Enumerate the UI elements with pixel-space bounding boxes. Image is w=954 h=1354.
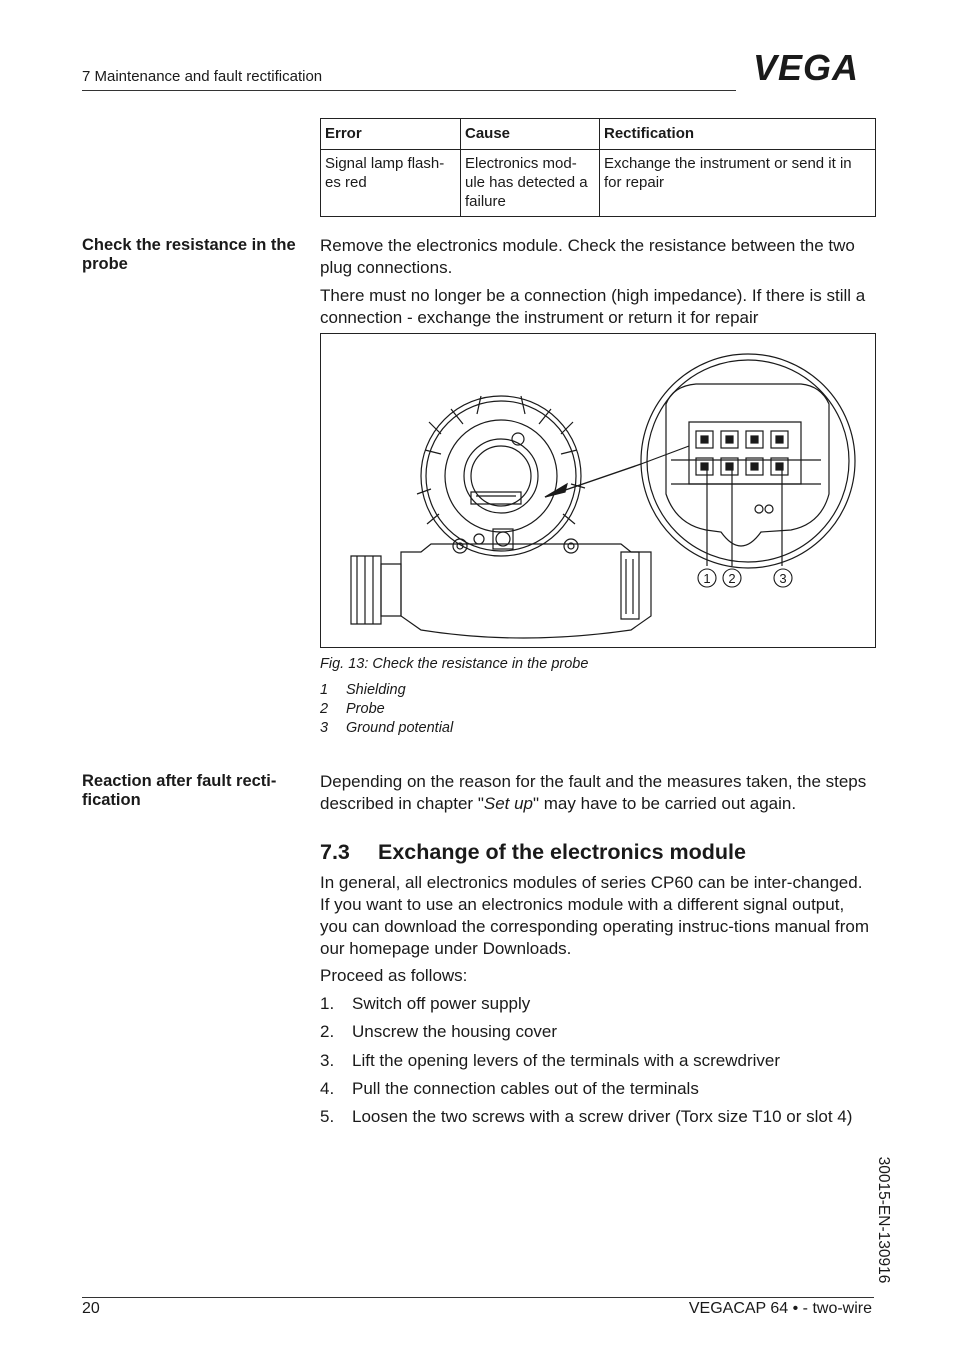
side-heading-reaction: Reaction after fault recti-fication bbox=[82, 772, 277, 809]
error-table bbox=[320, 118, 876, 217]
figure-caption: Fig. 13: Check the resistance in the probe bbox=[320, 656, 589, 672]
check-resistance-para-1: Remove the electronics module. Check the resistance between the two plug connections. bbox=[320, 236, 855, 277]
legend-label: Ground potential bbox=[346, 720, 454, 736]
legend-num: 3 bbox=[320, 720, 329, 736]
callout-1: 1 bbox=[703, 571, 711, 586]
page-number: 20 bbox=[82, 1300, 100, 1317]
legend-item bbox=[320, 682, 406, 698]
check-resistance-para-2: There must no longer be a connection (high impedance). If there is still a connection - exchange the instrument or return it for repair bbox=[320, 286, 866, 327]
document-code: 30015-EN-130916 bbox=[875, 1156, 892, 1284]
legend-num: 2 bbox=[320, 701, 329, 717]
probe-drawing bbox=[321, 334, 875, 647]
col-header-error: Error bbox=[321, 119, 461, 150]
reaction-para: Depending on the reason for the fault and the measures taken, the steps described in chapter "Set up" may have to be carried out again. bbox=[320, 772, 867, 813]
list-item: 4. Pull the connection cables out of the terminals bbox=[320, 1079, 699, 1098]
running-header: 7 Maintenance and fault rectification bbox=[82, 68, 323, 85]
list-item: 2. Unscrew the housing cover bbox=[320, 1022, 558, 1041]
legend-num: 1 bbox=[320, 682, 329, 698]
vega-logo bbox=[740, 52, 872, 82]
housing-drawing bbox=[351, 396, 651, 638]
callout-3: 3 bbox=[779, 571, 787, 586]
list-item: 1. Switch off power supply bbox=[320, 994, 531, 1013]
chapter-ref: Set up bbox=[483, 794, 534, 813]
proceed-text: Proceed as follows: bbox=[320, 966, 468, 985]
list-item: 3. Lift the opening levers of the terminals with a screwdriver bbox=[320, 1051, 781, 1070]
legend-label: Shielding bbox=[346, 682, 406, 698]
figure-probe-resistance bbox=[320, 333, 876, 648]
section-intro: In general, all electronics modules of series CP60 can be inter-changed. If you want to use an electronics module with a different signal output, you can download the corresponding operating instruc-tions manual from our homepage under Downloads. bbox=[320, 873, 870, 958]
legend-label: Probe bbox=[346, 701, 385, 717]
product-name: VEGACAP 64 • - two-wire bbox=[688, 1300, 872, 1317]
cell-error: Signal lamp flash-es red bbox=[321, 150, 461, 217]
cell-rectification: Exchange the instrument or send it in for repair bbox=[600, 150, 876, 217]
table-row bbox=[321, 150, 876, 217]
logo-text: VEGA bbox=[752, 52, 860, 82]
legend-item bbox=[320, 701, 385, 717]
callout-2: 2 bbox=[728, 571, 736, 586]
cell-cause: Electronics mod-ule has detected a failure bbox=[461, 150, 600, 217]
legend-item bbox=[320, 720, 453, 736]
col-header-rectification: Rectification bbox=[600, 119, 876, 150]
side-heading-check-resistance: Check the resistance in the probe bbox=[82, 236, 296, 273]
list-item: 5. Loosen the two screws with a screw driver (Torx size T10 or slot 4) bbox=[320, 1107, 853, 1126]
section-title: 7.3 Exchange of the electronics module bbox=[320, 840, 746, 864]
col-header-cause: Cause bbox=[461, 119, 600, 150]
header-rule bbox=[82, 90, 736, 91]
connector-detail-drawing bbox=[641, 354, 855, 568]
footer-rule bbox=[82, 1297, 874, 1298]
